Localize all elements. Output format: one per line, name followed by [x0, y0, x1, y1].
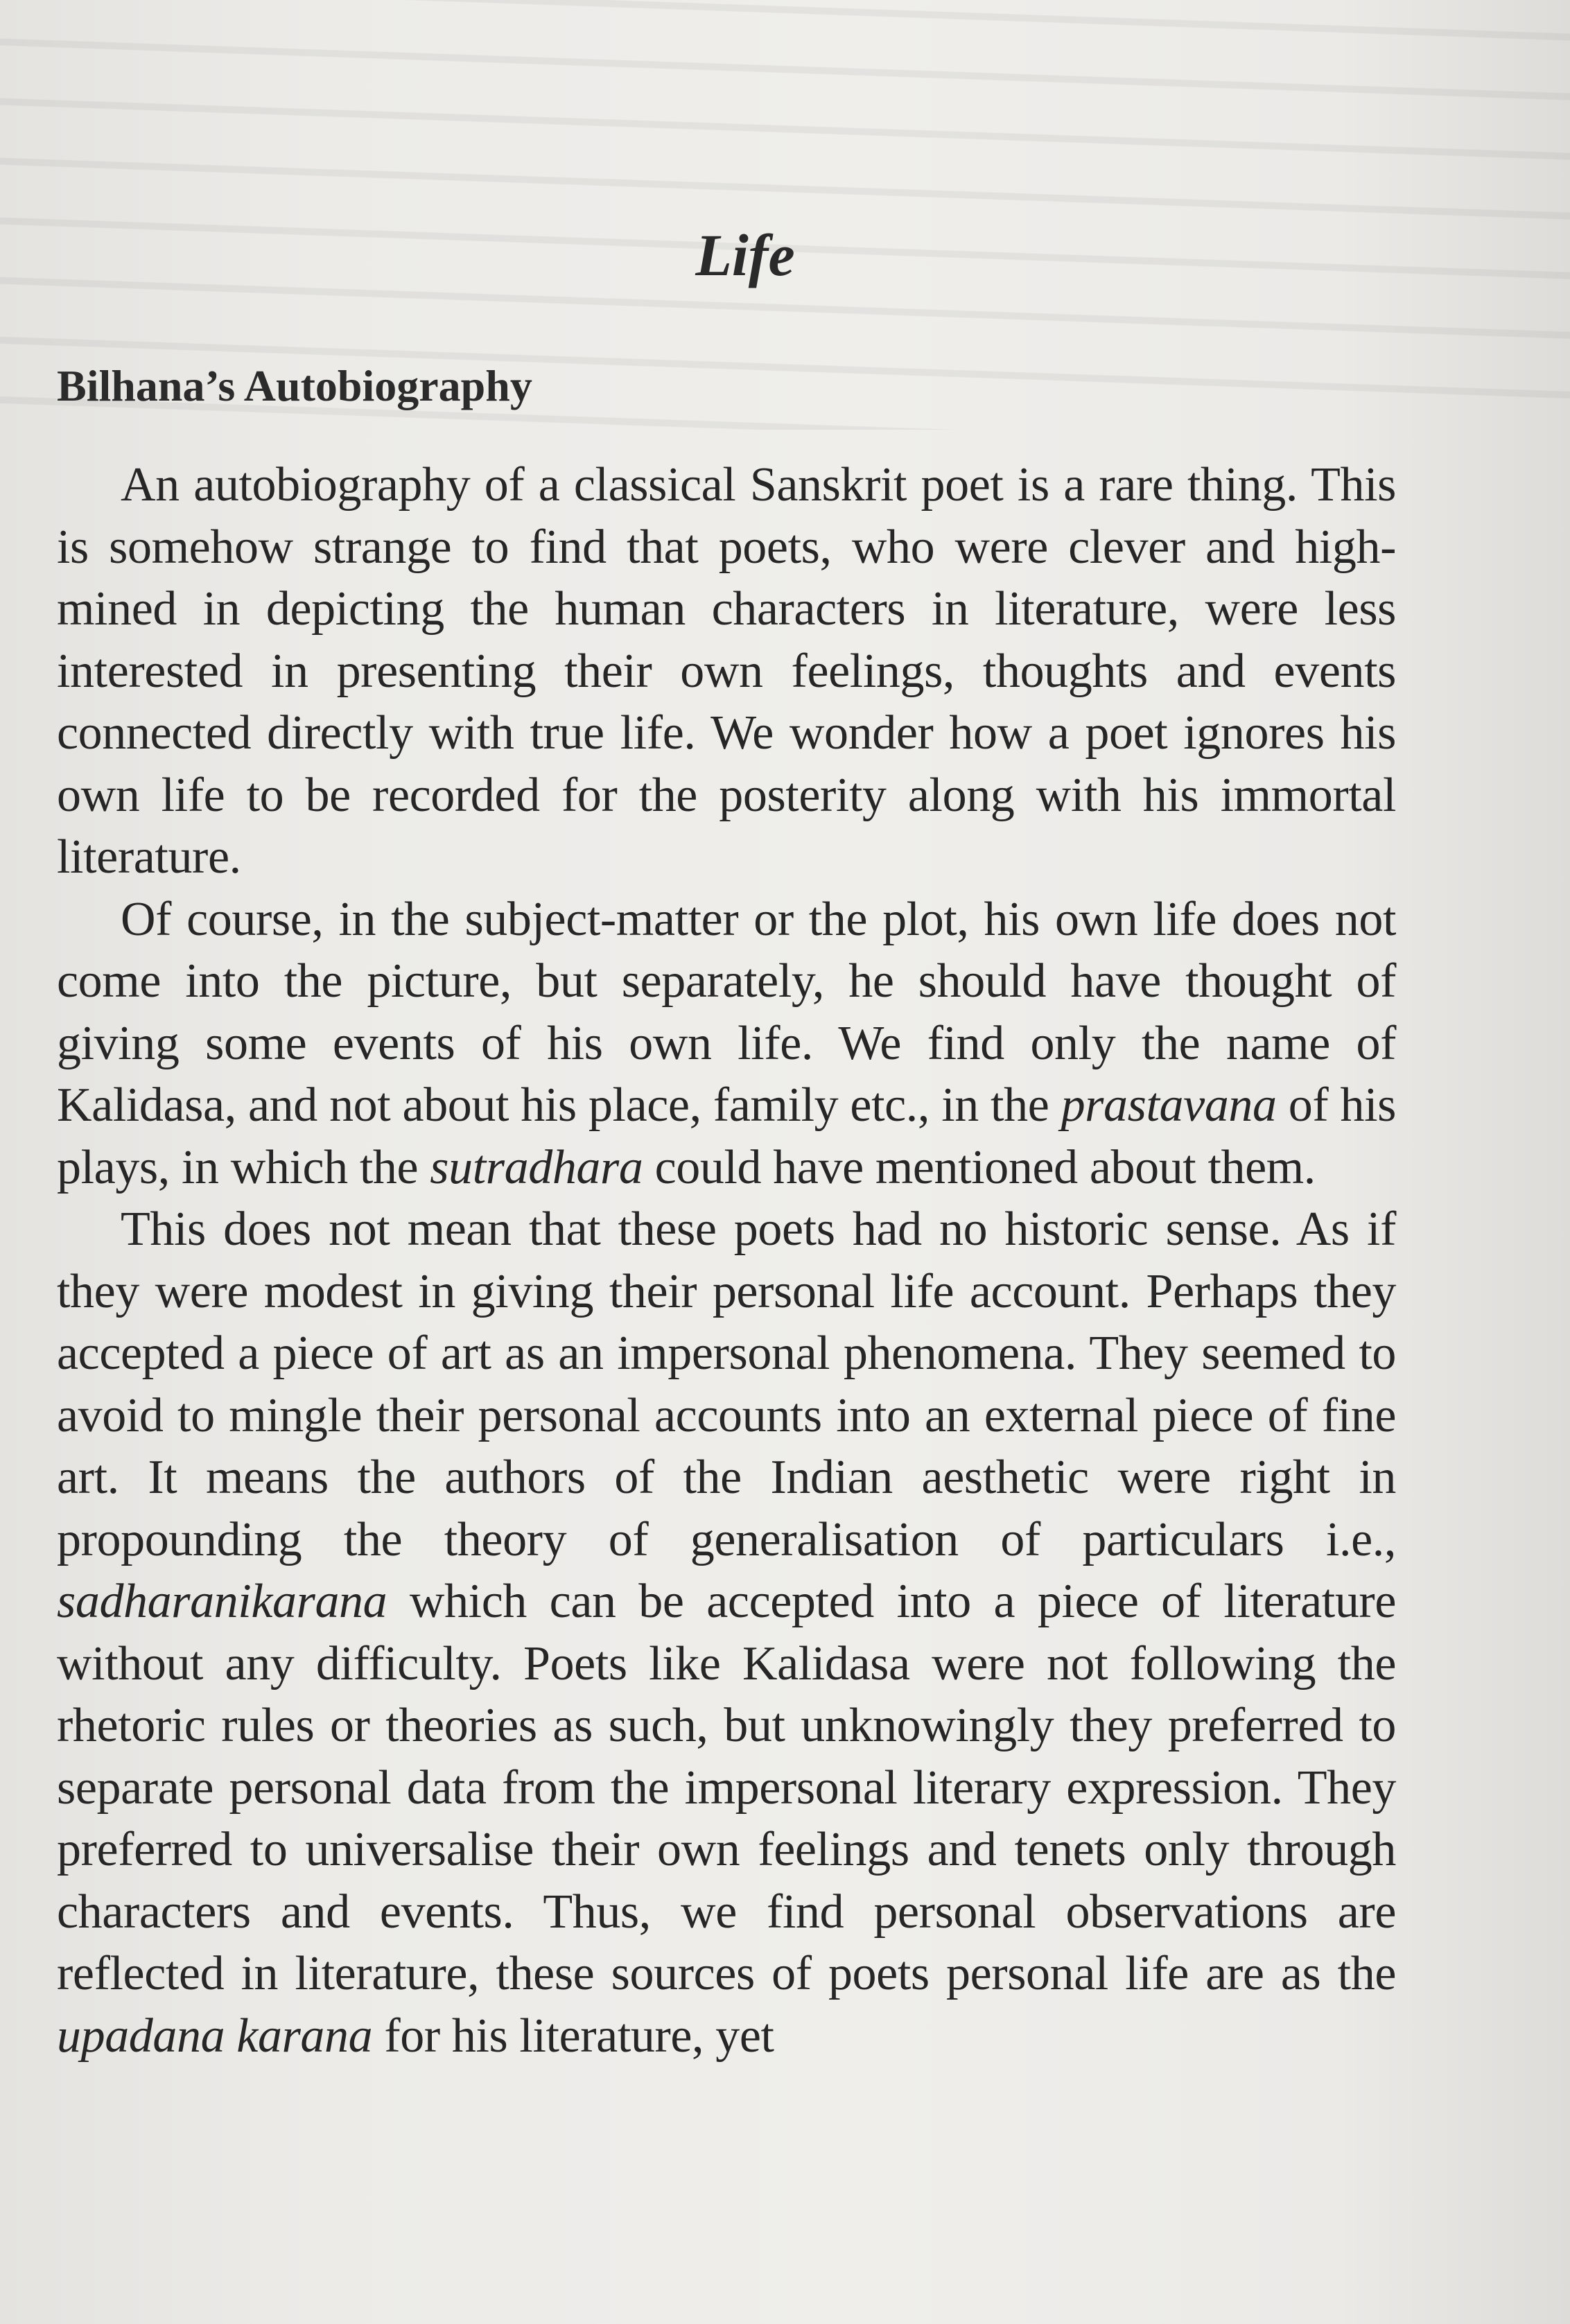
paragraph-3-text-3: for his literature, yet — [372, 2009, 774, 2063]
term-sutradhara: sutradhara — [430, 1140, 643, 1194]
body-text — [57, 454, 1396, 2067]
term-prastavana: prastavana — [1061, 1078, 1277, 1132]
term-upadana-karana: upadana karana — [57, 2009, 373, 2063]
paragraph-2-text-2: of his plays, in which the — [57, 1078, 1396, 1194]
paragraph-1: An autobiography of a classical Sanskrit poet is a rare thing. This is somehow strange to find that poets, who were clever and high-mined in depicting the human characters in literature, were less interested in presenting their own feelings, thoughts and events connected directly with true life. We wonder how a poet ignores his own life to be recorded for the posterity along with his immortal literature. — [57, 458, 1396, 884]
paragraph-3 — [57, 1198, 1396, 2067]
term-sadharanikarana: sadharanikarana — [57, 1575, 387, 1628]
paragraph-2-text-3: could have mentioned about them. — [643, 1140, 1316, 1194]
paragraph-3-text-2: which can be accepted into a piece of literature without any difficulty. Poets like Kalidasa were not following the rhetoric rules or theories as such, but unknowingly they preferred to separate personal data from the impersonal literary expression. They preferred to universalise their own feelings and tenets only through characters and events. Thus, we find personal observations are reflected in literature, these sources of poets personal life are as the — [57, 1575, 1396, 2000]
paragraph-3-text-1: This does not mean that these poets had no historic sense. As if they were modest in giving their personal life account. Perhaps they accepted a piece of art as an impersonal phenomena. They seemed to avoid to mingle their personal accounts into an external piece of fine art. It means the authors of the Indian aesthetic were right in propounding the theory of generalisation of particulars i.e., — [57, 1203, 1396, 1566]
chapter-title: Life — [695, 222, 795, 288]
paragraph-2 — [57, 889, 1396, 1199]
paragraph-2-text-1: Of course, in the subject-matter or the plot, his own life does not come into the picture, but separately, he should have thought of giving some events of his own life. We find only the name of Kalidasa, and not about his place, family etc., in the — [57, 892, 1396, 1132]
section-heading: Bilhana’s Autobiography — [57, 361, 532, 410]
